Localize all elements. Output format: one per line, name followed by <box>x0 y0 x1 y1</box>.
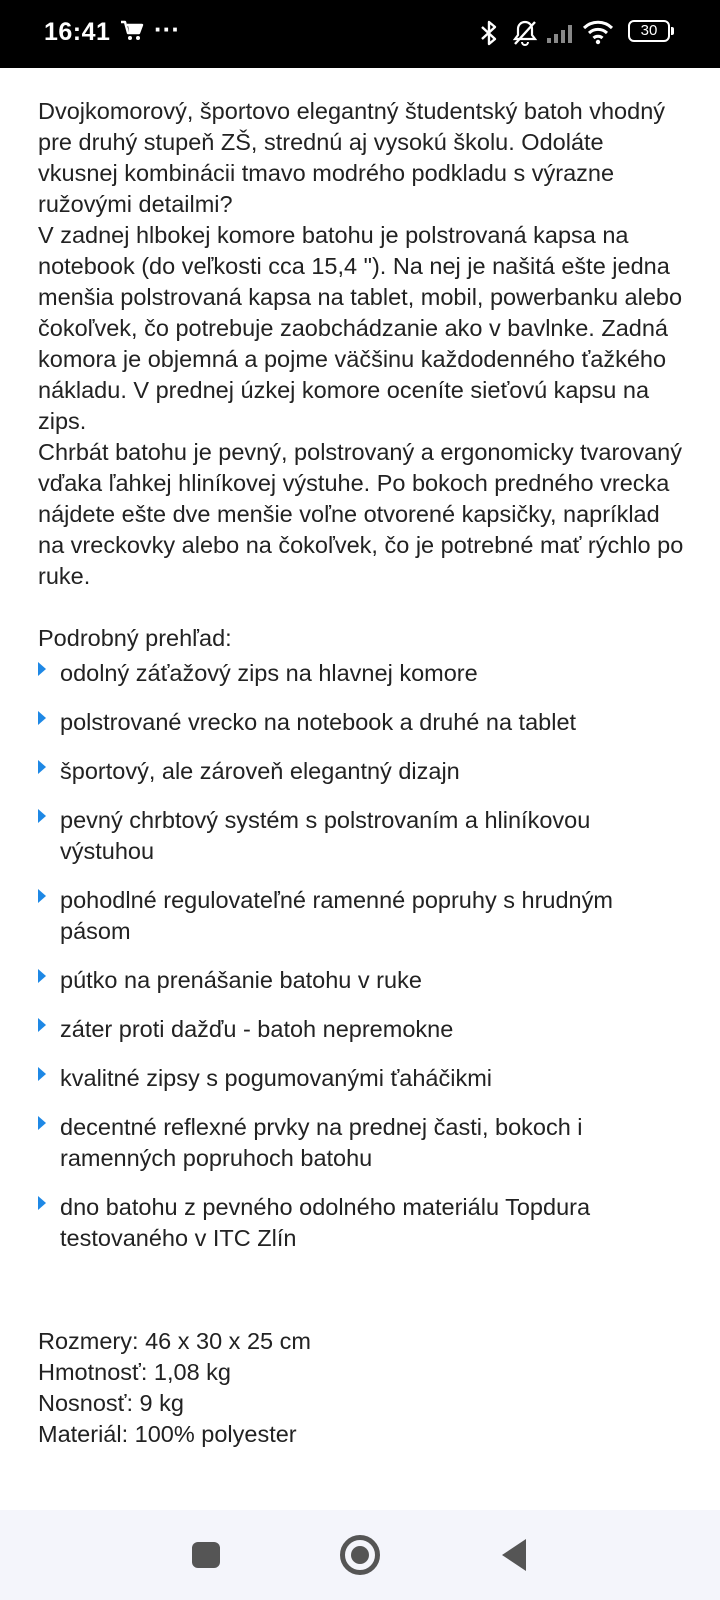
battery-icon: 30 <box>628 20 670 42</box>
mute-bell-icon <box>512 18 538 53</box>
feature-text: polstrované vrecko na notebook a druhé na tablet <box>60 709 577 735</box>
list-item <box>38 658 688 689</box>
bullet-icon <box>38 809 46 823</box>
description-paragraph: Dvojkomorový, športovo elegantný študentský batoh vhodný pre druhý stupeň ZŠ, strednú aj vysokú školu. Odoláte vkusnej kombinácii tmavo modrého podkladu s výrazne ružovými detailmi? <box>38 98 666 217</box>
home-button[interactable] <box>300 1510 420 1600</box>
list-item <box>38 885 688 947</box>
back-button[interactable] <box>454 1510 574 1600</box>
list-item <box>38 756 688 787</box>
feature-text: pohodlné regulovateľné ramenné popruhy s hrudným pásom <box>60 887 613 944</box>
recent-apps-icon <box>192 1542 220 1568</box>
status-time: 16:41 <box>44 18 111 46</box>
list-item <box>38 707 688 738</box>
bullet-icon <box>38 1116 46 1130</box>
feature-text: športový, ale zároveň elegantný dizajn <box>60 758 460 784</box>
specifications <box>38 1326 688 1450</box>
bullet-icon <box>38 1196 46 1210</box>
description-paragraph: Chrbát batohu je pevný, polstrovaný a ergonomicky tvarovaný vďaka ľahkej hliníkovej výstuhe. Po bokoch predného vrecka nájdete ešte dve menšie voľne otvorené kapsičky, napríklad na vreckovky alebo na čokoľvek, čo je potrebné mať rýchlo po ruke. <box>38 439 684 589</box>
back-icon <box>502 1539 526 1571</box>
navigation-bar <box>0 1510 720 1600</box>
bullet-icon <box>38 662 46 676</box>
bullet-icon <box>38 1018 46 1032</box>
spec-dimensions: Rozmery: 46 x 30 x 25 cm <box>38 1328 311 1354</box>
list-item <box>38 1063 688 1094</box>
bullet-icon <box>38 760 46 774</box>
feature-text: kvalitné zipsy s pogumovanými ťaháčikmi <box>60 1065 492 1091</box>
recent-apps-button[interactable] <box>146 1510 266 1600</box>
more-dots-icon: ··· <box>154 14 180 44</box>
spec-material: Materiál: 100% polyester <box>38 1421 297 1447</box>
list-item <box>38 965 688 996</box>
spacer <box>38 592 688 623</box>
feature-text: záter proti dažďu - batoh nepremokne <box>60 1016 454 1042</box>
bullet-icon <box>38 1067 46 1081</box>
bluetooth-icon <box>478 18 500 53</box>
status-bar <box>0 0 720 68</box>
feature-text: pevný chrbtový systém s polstrovaním a hliníkovou výstuhou <box>60 807 591 864</box>
spec-weight: Hmotnosť: 1,08 kg <box>38 1359 231 1385</box>
bullet-icon <box>38 889 46 903</box>
feature-text: odolný záťažový zips na hlavnej komore <box>60 660 478 686</box>
list-item <box>38 1014 688 1045</box>
feature-text: dno batohu z pevného odolného materiálu Topdura testovaného v ITC Zlín <box>60 1194 591 1251</box>
feature-text: pútko na prenášanie batohu v ruke <box>60 967 422 993</box>
home-icon <box>340 1535 380 1575</box>
product-description <box>38 96 688 1450</box>
list-item <box>38 1192 688 1254</box>
spec-capacity: Nosnosť: 9 kg <box>38 1390 184 1416</box>
description-paragraph: V zadnej hlbokej komore batohu je polstrovaná kapsa na notebook (do veľkosti cca 15,4 "). Na nej je našitá ešte jedna menšia polstrovaná kapsa na tablet, mobil, powerbanku alebo čokoľvek, čo potrebuje zaobchádzanie ako v bavlnke. Zadná komora je objemná a pojme väčšinu každodenného ťažkého nákladu. V prednej úzkej komore oceníte sieťovú kapsu na zips. <box>38 222 683 434</box>
list-item <box>38 1112 688 1174</box>
feature-list <box>38 658 688 1254</box>
feature-text: decentné reflexné prvky na prednej časti, bokoch i ramenných popruhoch batohu <box>60 1114 583 1171</box>
signal-icon <box>546 18 576 53</box>
list-item <box>38 805 688 867</box>
wifi-icon <box>582 18 614 53</box>
cart-icon <box>120 20 144 47</box>
status-icons <box>478 18 678 48</box>
bullet-icon <box>38 969 46 983</box>
overview-title: Podrobný prehľad: <box>38 625 232 651</box>
bullet-icon <box>38 711 46 725</box>
